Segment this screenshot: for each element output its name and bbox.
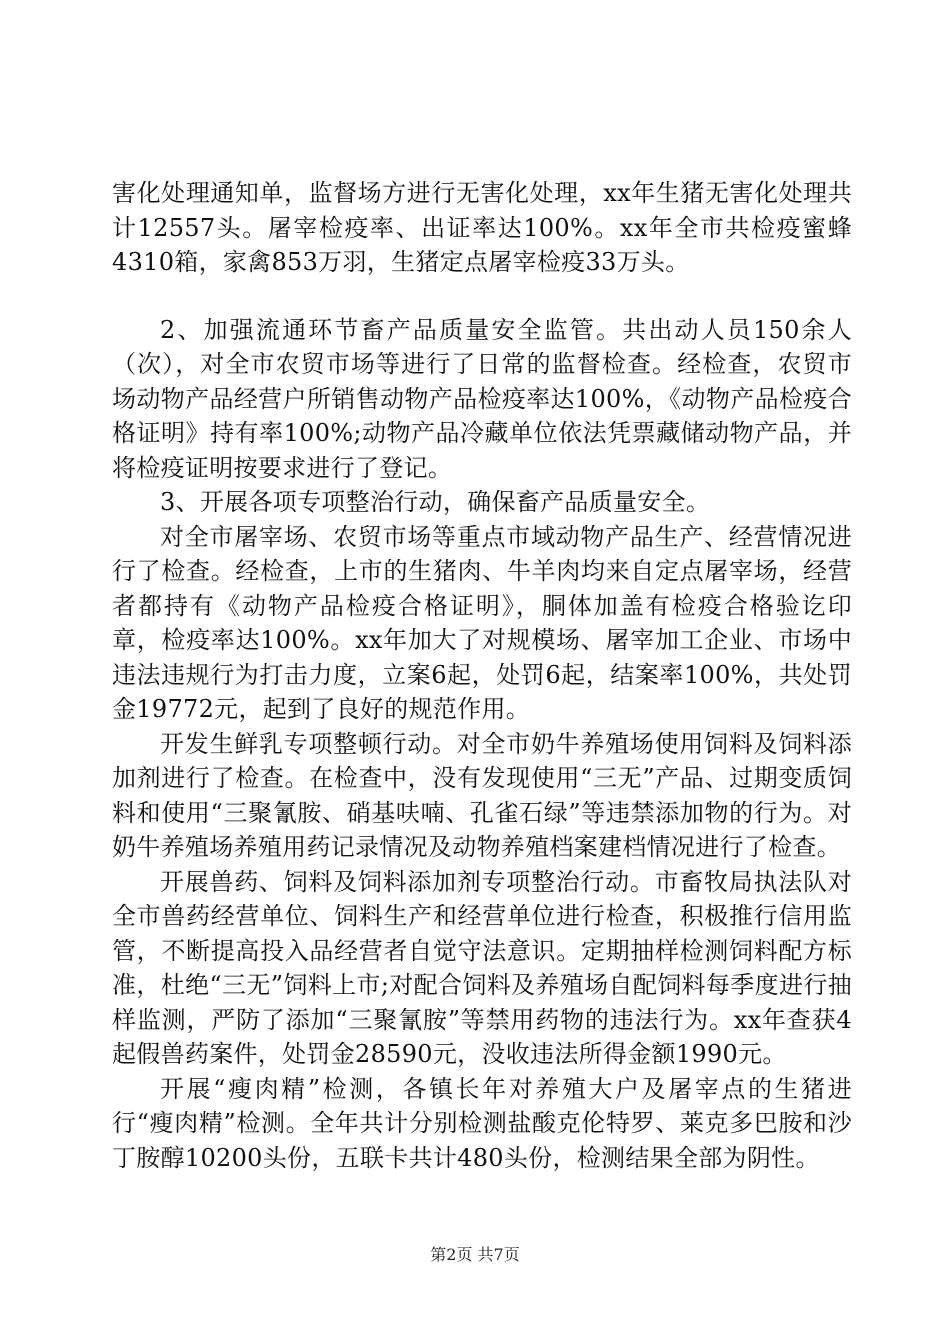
paragraph-raw-milk-action: 开发生鲜乳专项整顿行动。对全市奶牛养殖场使用饲料及饲料添加剂进行了检查。在检查中，没有发现使用“三无”产品、过期变质饲料和使用“三聚氰胺、硝基呋喃、孔雀石绿”等违禁添加物的行为。对奶牛养殖场养殖用药记录情况及动物养殖档案建档情况进行了检查。	[112, 729, 852, 861]
paragraph-clenbuterol-testing: 开展“瘦肉精”检测，各镇长年对养殖大户及屠宰点的生猪进行“瘦肉精”检测。全年共计分别检测盐酸克伦特罗、莱克多巴胺和沙丁胺醇10200头份，五联卡共计480头份，检测结果全部为阴性。	[112, 1074, 852, 1172]
paragraph-veterinary-feed-action: 开展兽药、饲料及饲料添加剂专项整治行动。市畜牧局执法队对全市兽药经营单位、饲料生产和经营单位进行检查，积极推行信用监管，不断提高投入品经营者自觉守法意识。定期抽样检测饲料配方标准，杜绝“三无”饲料上市;对配合饲料及养殖场自配饲料每季度进行抽样监测，严防了添加“三聚氰胺”等禁用药物的违法行为。xx年查获4起假兽药案件，处罚金28590元，没收违法所得金额1990元。	[112, 867, 852, 1068]
page-number-footer: 第2页 共7页	[430, 1245, 520, 1264]
paragraph-special-rectification-heading: 3、开展各项专项整治行动，确保畜产品质量安全。	[160, 488, 711, 516]
document-body	[112, 176, 852, 1175]
paragraph-gap	[112, 280, 852, 313]
paragraph-continuation: 害化处理通知单，监督场方进行无害化处理，xx年生猪无害化处理共计12557头。屠宰检疫率、出证率达100%。xx年全市共检疫蜜蜂4310箱，家禽853万羽，生猪定点屠宰检疫33万头。	[112, 179, 852, 276]
paragraph-slaughterhouse-inspection: 对全市屠宰场、农贸市场等重点市域动物产品生产、经营情况进行了检查。经检查，上市的生猪肉、牛羊肉均来自定点屠宰场，经营者都持有《动物产品检疫合格证明》，胴体加盖有检疫合格验讫印章，检疫率达100%。xx年加大了对规模场、屠宰加工企业、市场中违法违规行为打击力度，立案6起，处罚6起，结案率100%，共处罚金19772元，起到了良好的规范作用。	[112, 522, 852, 723]
paragraph-circulation-supervision: 2、加强流通环节畜产品质量安全监管。共出动人员150余人（次），对全市农贸市场等进行了日常的监督检查。经检查，农贸市场动物产品经营户所销售动物产品检疫率达100%，《动物产品检疫合格证明》持有率100%;动物产品冷藏单位依法凭票藏储动物产品，并将检疫证明按要求进行了登记。	[112, 315, 852, 482]
